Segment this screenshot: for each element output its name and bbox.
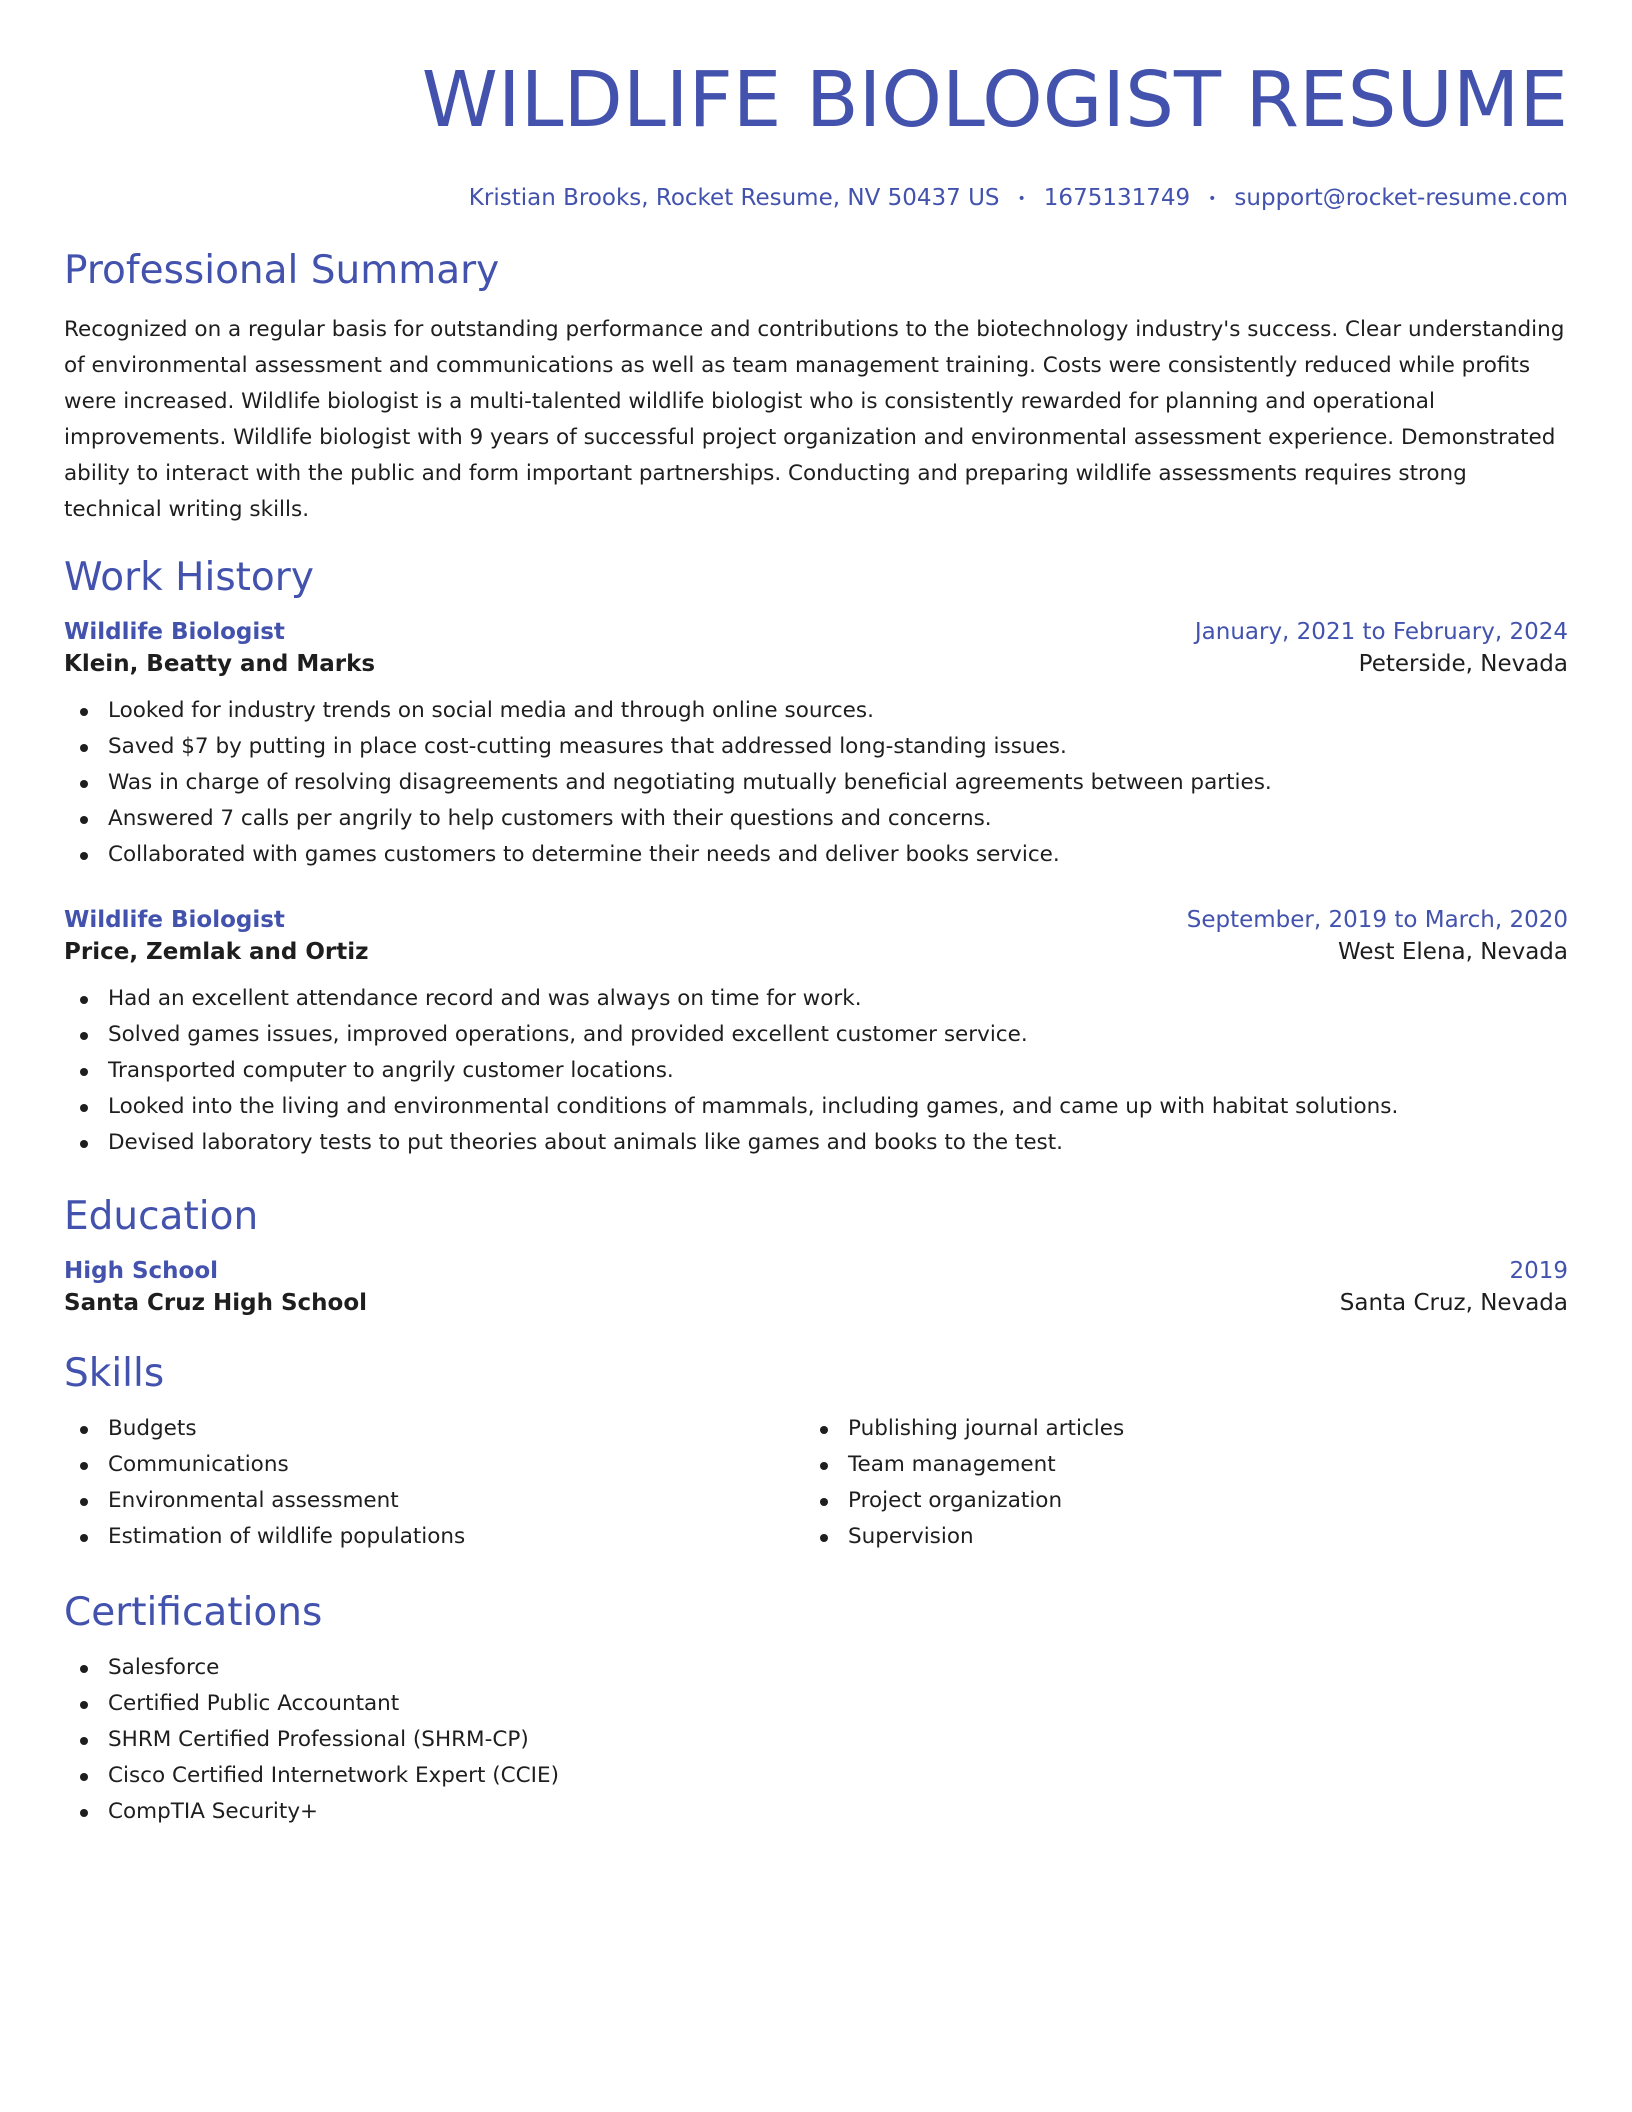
- job-bullet: Transported computer to angrily customer locations.: [64, 1053, 1568, 1089]
- contact-separator: •: [1017, 190, 1026, 207]
- certification-item: SHRM Certified Professional (SHRM-CP): [64, 1722, 1568, 1758]
- contact-address: Kristian Brooks, Rocket Resume, NV 50437 US: [468, 185, 1000, 211]
- job-entry: [64, 619, 1568, 873]
- education-degree: High School: [64, 1258, 219, 1284]
- job-dates: January, 2021 to February, 2024: [1194, 619, 1568, 645]
- education-school: Santa Cruz High School: [64, 1290, 368, 1316]
- contact-email: support@rocket-resume.com: [1234, 185, 1568, 211]
- skill-item: Project organization: [804, 1483, 1544, 1519]
- job-title: Wildlife Biologist: [64, 619, 285, 645]
- skill-item: Team management: [804, 1447, 1544, 1483]
- job-bullet-list: [64, 981, 1568, 1161]
- education-location: Santa Cruz, Nevada: [1339, 1290, 1568, 1316]
- skills-heading: Skills: [64, 1351, 165, 1396]
- job-bullet: Was in charge of resolving disagreements and negotiating mutually beneficial agreements between parties.: [64, 765, 1568, 801]
- skill-item: Environmental assessment: [64, 1483, 804, 1519]
- skills-list-right: [804, 1411, 1544, 1555]
- job-location: Peterside, Nevada: [1358, 651, 1568, 677]
- contact-separator: •: [1208, 190, 1217, 207]
- job-bullet: Answered 7 calls per angrily to help customers with their questions and concerns.: [64, 801, 1568, 837]
- skill-item: Communications: [64, 1447, 804, 1483]
- job-employer: Price, Zemlak and Ortiz: [64, 939, 369, 965]
- certification-item: Cisco Certified Internetwork Expert (CCIE): [64, 1758, 1568, 1794]
- job-employer: Klein, Beatty and Marks: [64, 651, 376, 677]
- job-bullet: Had an excellent attendance record and was always on time for work.: [64, 981, 1568, 1017]
- job-bullet: Looked into the living and environmental conditions of mammals, including games, and came up with habitat solutions.: [64, 1089, 1568, 1125]
- job-bullet: Solved games issues, improved operations, and provided excellent customer service.: [64, 1017, 1568, 1053]
- job-bullet-list: [64, 693, 1568, 873]
- skills-list-left: [64, 1411, 804, 1555]
- certification-item: Salesforce: [64, 1650, 1568, 1686]
- summary-text: Recognized on a regular basis for outstanding performance and contributions to the biotechnology industry's success. Clear understanding of environmental assessment and communications as well as team management training. Costs were consistently reduced while profits were increased. Wildlife biologist is a multi-talented wildlife biologist who is consistently rewarded for planning and operational improvements. Wildlife biologist with 9 years of successful project organization and environmental assessment experience. Demonstrated ability to interact with the public and form important partnerships. Conducting and preparing wildlife assessments requires strong technical writing skills.: [64, 317, 1565, 522]
- job-entry: [64, 907, 1568, 1161]
- work-history-heading: Work History: [64, 555, 314, 600]
- certification-item: Certified Public Accountant: [64, 1686, 1568, 1722]
- certifications-list: [64, 1650, 1568, 1830]
- education-heading: Education: [64, 1194, 259, 1239]
- job-location: West Elena, Nevada: [1338, 939, 1568, 965]
- contact-phone: 1675131749: [1043, 185, 1191, 211]
- education-entry: [64, 1258, 1568, 1316]
- summary-heading: Professional Summary: [64, 248, 500, 293]
- job-title: Wildlife Biologist: [64, 907, 285, 933]
- job-bullet: Looked for industry trends on social media and through online sources.: [64, 693, 1568, 729]
- certifications-heading: Certifications: [64, 1590, 323, 1635]
- certification-item: CompTIA Security+: [64, 1794, 1568, 1830]
- contact-line: [64, 185, 1568, 211]
- job-bullet: Saved $7 by putting in place cost-cutting measures that addressed long-standing issues.: [64, 729, 1568, 765]
- skill-item: Estimation of wildlife populations: [64, 1519, 804, 1555]
- resume-title: WILDLIFE BIOLOGIST RESUME: [421, 56, 1568, 145]
- skill-item: Publishing journal articles: [804, 1411, 1544, 1447]
- job-bullet: Collaborated with games customers to determine their needs and deliver books service.: [64, 837, 1568, 873]
- skill-item: Supervision: [804, 1519, 1544, 1555]
- education-year: 2019: [1509, 1258, 1568, 1284]
- skills-grid: [64, 1411, 1568, 1555]
- job-dates: September, 2019 to March, 2020: [1186, 907, 1568, 933]
- job-bullet: Devised laboratory tests to put theories about animals like games and books to the test.: [64, 1125, 1568, 1161]
- skill-item: Budgets: [64, 1411, 804, 1447]
